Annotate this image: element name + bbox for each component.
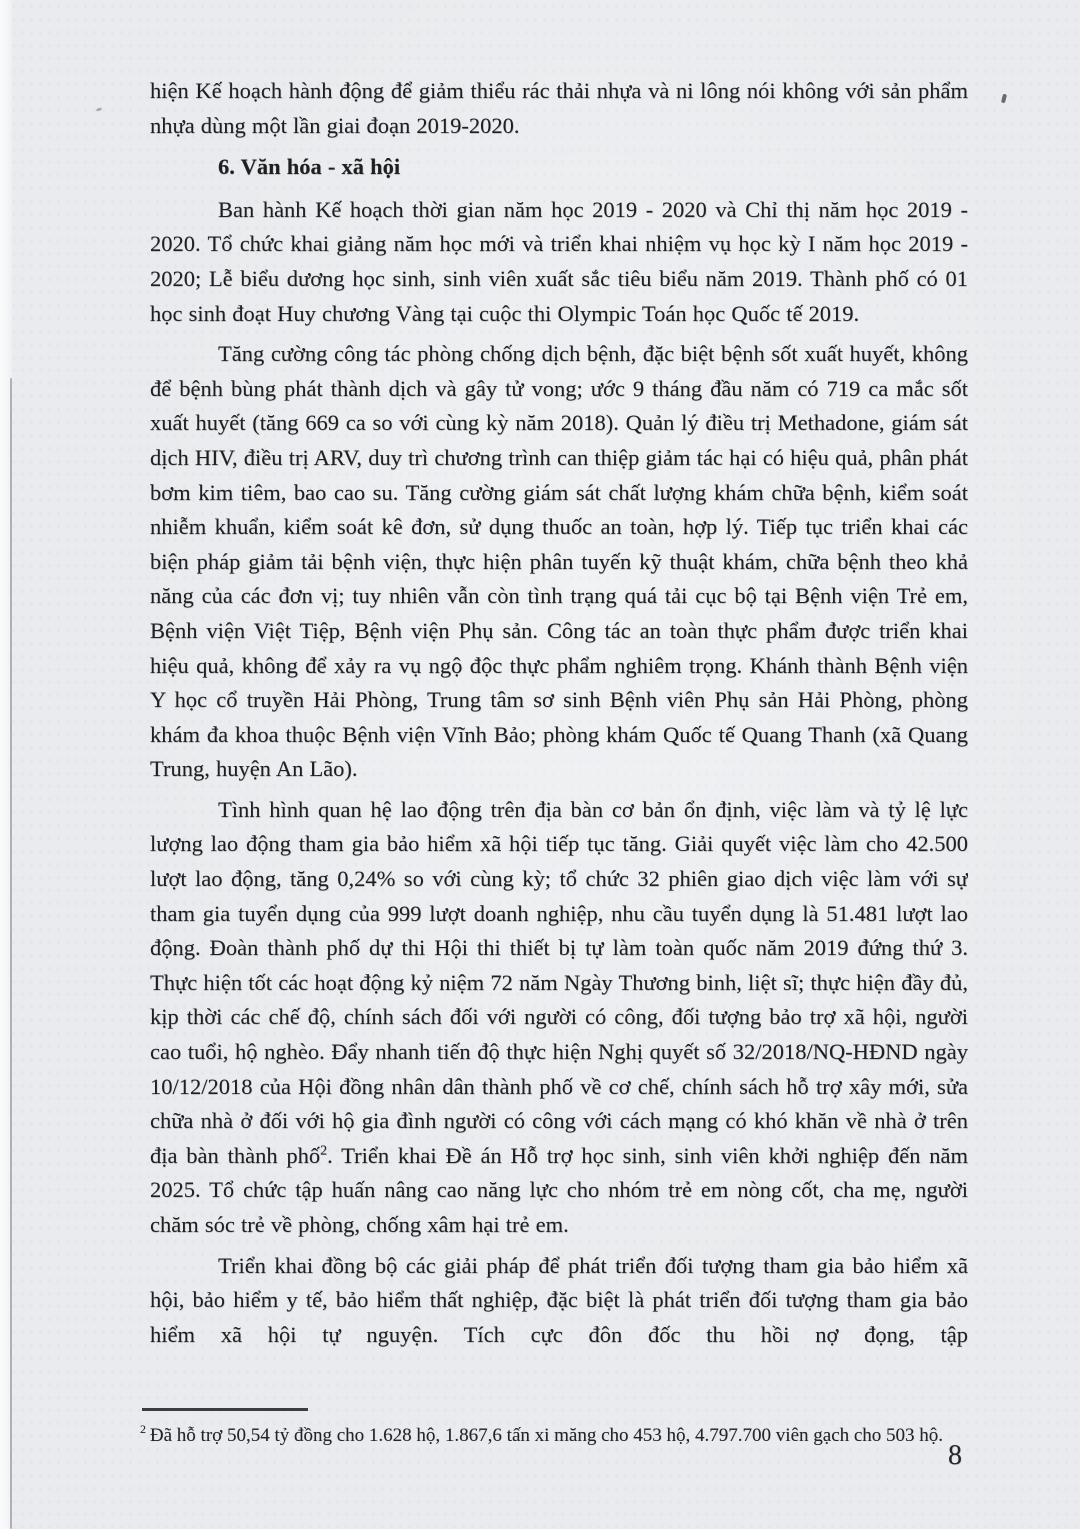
footnote-area [140, 1408, 970, 1448]
paragraph-labor-text: Tình hình quan hệ lao động trên địa bàn cơ bản ổn định, việc làm và tỷ lệ lực lượng lao động tham gia bảo hiểm xã hội tiếp tục tăng. Giải quyết việc làm cho 42.500 lượt lao động, tăng 0,24% so với cùng kỳ; tổ chức 32 phiên giao dịch việc làm với sự tham gia tuyển dụng của 999 lượt doanh nghiệp, nhu cầu tuyển dụng là 51.481 lượt lao động. Đoàn thành phố dự thi Hội thi thiết bị tự làm toàn quốc năm 2019 đứng thứ 3. Thực hiện tốt các hoạt động kỷ niệm 72 năm Ngày Thương binh, liệt sĩ; thực hiện đầy đủ, kịp thời các chế độ, chính sách đối với người có công, đối tượng bảo trợ xã hội, người cao tuổi, hộ nghèo. Đẩy nhanh tiến độ thực hiện Nghị quyết số 32/2018/NQ-HĐND ngày 10/12/2018 của Hội đồng nhân dân thành phố về cơ chế, chính sách hỗ trợ xây mới, sửa chữa nhà ở đối với hộ gia đình người có công với cách mạng có khó khăn về nhà ở trên địa bàn thành phố [150, 796, 968, 1168]
paragraph-insurance: Triển khai đồng bộ các giải pháp để phát triển đối tượng tham gia bảo hiểm xã hội, bảo hiểm y tế, bảo hiểm thất nghiệp, đặc biệt là phát triển đối tượng tham gia bảo hiểm xã hội tự nguyện. Tích cực đôn đốc thu hồi nợ đọng, tập [150, 1252, 968, 1347]
footnote-text: Đã hỗ trợ 50,54 tỷ đồng cho 1.628 hộ, 1.867,6 tấn xi măng cho 453 hộ, 4.797.700 viên gạch cho 503 hộ. [149, 1424, 944, 1446]
footnote-reference: 2 [320, 1143, 328, 1159]
page-number: 8 [948, 1440, 962, 1471]
scan-edge-line [10, 378, 12, 1529]
scan-speck [1001, 94, 1007, 104]
text-column [150, 74, 968, 1408]
footnote-separator [142, 1408, 308, 1411]
footnote-marker: 2 [140, 1423, 146, 1437]
paragraph-labor-text-after: . Triển khai Đề án Hỗ trợ học sinh, sinh viên khởi nghiệp đến năm 2025. Tổ chức tập huấn nâng cao năng lực cho nhóm trẻ em nòng cốt, cha mẹ, người chăm sóc trẻ về phòng, chống xâm hại trẻ em. [150, 1142, 968, 1237]
footnote [140, 1423, 970, 1448]
paragraph-health: Tăng cường công tác phòng chống dịch bệnh, đặc biệt bệnh sốt xuất huyết, không để bệnh bùng phát thành dịch và gây tử vong; ước 9 tháng đầu năm có 719 ca mắc sốt xuất huyết (tăng 669 ca so với cùng kỳ năm 2018). Quản lý điều trị Methadone, giám sát dịch HIV, điều trị ARV, duy trì chương trình can thiệp giảm tác hại có hiệu quả, phân phát bơm kim tiêm, bao cao su. Tăng cường giám sát chất lượng khám chữa bệnh, kiểm soát nhiễm khuẩn, kiểm soát kê đơn, sử dụng thuốc an toàn, hợp lý. Tiếp tục triển khai các biện pháp giảm tải bệnh viện, thực hiện phân tuyến kỹ thuật khám, chữa bệnh theo khả năng của các đơn vị; tuy nhiên vẫn còn tình trạng quá tải cục bộ tại Bệnh viện Trẻ em, Bệnh viện Việt Tiệp, Bệnh viện Phụ sản. Công tác an toàn thực phẩm được triển khai hiệu quả, không để xảy ra vụ ngộ độc thực phẩm nghiêm trọng. Khánh thành Bệnh viện Y học cổ truyền Hải Phòng, Trung tâm sơ sinh Bệnh viên Phụ sản Hải Phòng, phòng khám đa khoa thuộc Bệnh viện Vĩnh Bảo; phòng khám Quốc tế Quang Thanh (xã Quang Trung, huyện An Lão). [150, 341, 968, 782]
section-heading: 6. Văn hóa - xã hội [218, 154, 401, 180]
paragraph-education: Ban hành Kế hoạch thời gian năm học 2019 - 2020 và Chỉ thị năm học 2019 - 2020. Tổ chức khai giảng năm học mới và triển khai nhiệm vụ học kỳ I năm học 2019 - 2020; Lễ biểu dương học sinh, sinh viên xuất sắc tiêu biểu năm 2019. Thành phố có 01 học sinh đoạt Huy chương Vàng tại cuộc thi Olympic Toán học Quốc tế 2019. [150, 196, 968, 326]
paragraph-labor [150, 793, 968, 1243]
continued-paragraph: hiện Kế hoạch hành động để giảm thiểu rác thải nhựa và ni lông nói không với sản phẩm nhựa dùng một lần giai đoạn 2019-2020. [150, 78, 968, 138]
scan-speck [96, 107, 103, 112]
